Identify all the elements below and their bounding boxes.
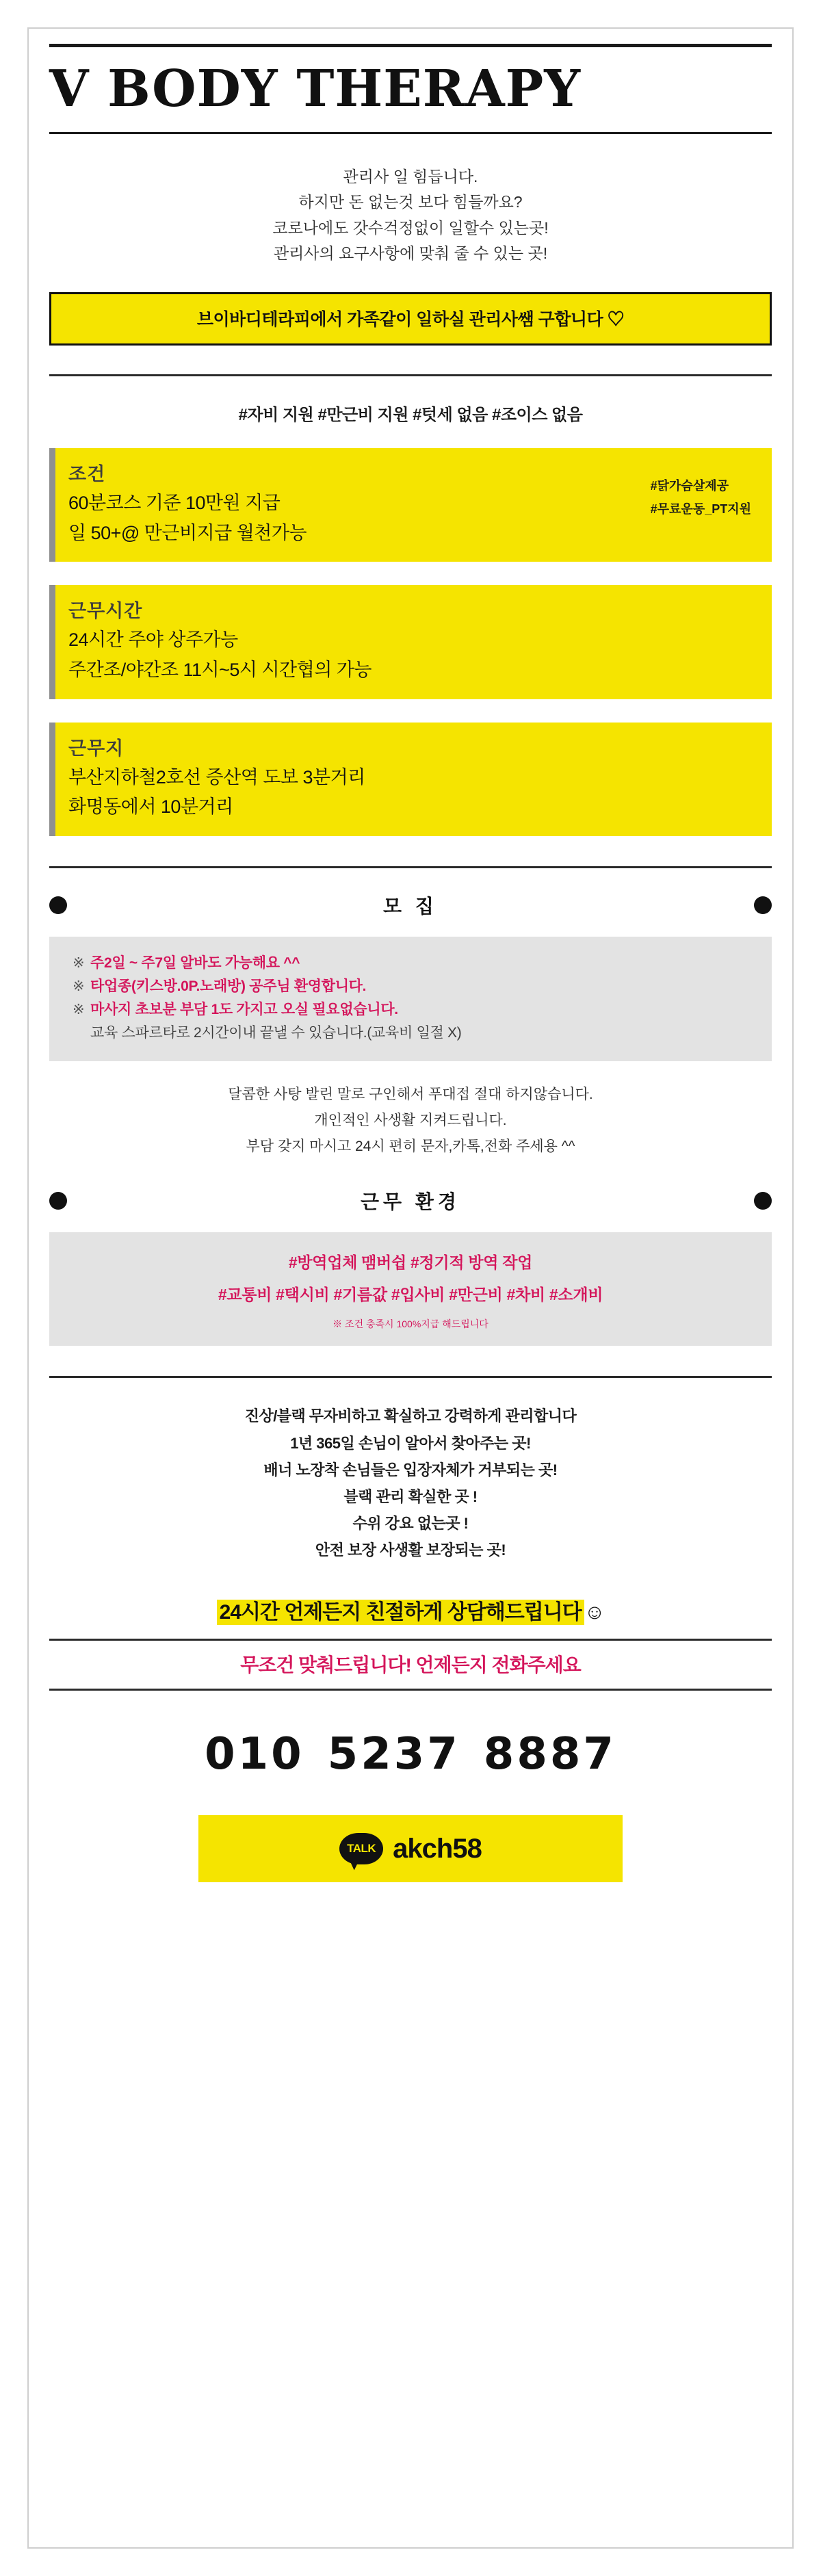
section-work-hours-title: 근무시간 <box>68 601 143 622</box>
section-conditions-tags <box>651 474 751 521</box>
recruit-bullet-3 <box>73 998 748 1022</box>
divider-1 <box>49 374 772 376</box>
closing-line-6: 안전 보장 사생활 보장되는 곳! <box>315 1541 506 1559</box>
section-location-title: 근무지 <box>68 738 125 759</box>
kakaotalk-contact-bar[interactable] <box>198 1815 623 1882</box>
section-conditions <box>49 448 772 562</box>
recruit-heading-row <box>49 892 772 919</box>
section-work-hours-line-1: 24시간 주야 상주가능 <box>68 629 238 651</box>
promise-line: 무조건 맞춰드립니다! 언제든지 전화주세요 <box>49 1639 772 1691</box>
closing-line-1: 진상/블랙 무자비하고 확실하고 강력하게 관리합니다 <box>244 1407 577 1425</box>
bullet-dot-icon <box>49 896 67 914</box>
bullet-dot-icon <box>49 1192 67 1210</box>
recruit-bullet-3-sub-text: 교육 스파르타로 2시간이내 끝낼 수 있습니다.(교육비 일절 X) <box>90 1024 462 1041</box>
section-location-line-2: 화명동에서 10분거리 <box>68 796 233 818</box>
recruit-bullet-1-text: 주2일 ~ 주7일 알바도 가능해요 ^^ <box>90 954 300 971</box>
section-conditions-title: 조건 <box>68 464 106 484</box>
phone-number[interactable] <box>49 1729 772 1780</box>
kakaotalk-icon <box>339 1833 383 1864</box>
section-accent-bar <box>49 723 55 836</box>
recruit-bullet-2 <box>73 975 748 998</box>
section-conditions-line-1: 60분코스 기준 10만원 지급 <box>68 493 281 513</box>
intro-block <box>49 164 772 266</box>
recruit-paragraph-line-1: 달콤한 사탕 발린 말로 구인해서 푸대접 절대 하지않습니다. <box>228 1086 593 1102</box>
section-accent-bar <box>49 585 55 699</box>
header-bottom-rule <box>49 132 772 134</box>
recruit-bullet-3-sub <box>90 1022 748 1045</box>
section-location-line-1: 부산지하철2호선 증산역 도보 3분거리 <box>68 766 365 788</box>
recruit-paragraph <box>49 1082 772 1160</box>
closing-line-4: 블랙 관리 확실한 곳 ! <box>343 1487 478 1505</box>
bullet-mark-icon: ※ <box>73 978 85 994</box>
phone-part-1: 010 <box>205 1729 304 1780</box>
environment-line-1: #방역업체 맴버쉽 #정기적 방역 작업 <box>288 1253 533 1272</box>
poster-content <box>49 44 772 1882</box>
title-rest: BODY THERAPY <box>89 60 582 118</box>
kakaotalk-badge-label: TALK <box>347 1842 376 1856</box>
hashtag-line: #자비 지원 #만근비 지원 #텃세 없음 #조이스 없음 <box>238 406 583 424</box>
recruit-heading: 모 집 <box>383 895 438 917</box>
section-location <box>49 723 772 836</box>
bullet-mark-icon: ※ <box>73 1001 85 1017</box>
environment-note: ※ 조건 충족시 100%지급 해드립니다 <box>333 1318 488 1330</box>
bullet-dot-icon <box>754 896 772 914</box>
intro-line-2: 하지만 돈 없는것 보다 힘들까요? <box>298 193 523 211</box>
recruit-bullet-1 <box>73 952 748 975</box>
environment-line-2: #교통비 #택시비 #기름값 #입사비 #만근비 #차비 #소개비 <box>218 1286 603 1304</box>
recruit-bullet-2-text: 타업종(키스방.0P.노래방) 공주님 환영합니다. <box>90 978 367 994</box>
closing-line-3: 배너 노장착 손님들은 입장자체가 거부되는 곳! <box>263 1461 558 1479</box>
intro-line-1: 관리사 일 힘듭니다. <box>343 168 478 185</box>
environment-heading: 근무 환경 <box>361 1191 460 1213</box>
intro-line-4: 관리사의 요구사항에 맞춰 줄 수 있는 곳! <box>273 244 548 262</box>
phone-part-3: 8887 <box>483 1729 616 1780</box>
divider-2 <box>49 866 772 868</box>
section-work-hours <box>49 585 772 699</box>
divider-3 <box>49 1376 772 1378</box>
kakaotalk-id: akch58 <box>393 1833 482 1864</box>
recruit-bullet-3-text: 마사지 초보분 부담 1도 가지고 오실 필요없습니다. <box>90 1001 398 1017</box>
poster-title-block <box>49 47 772 132</box>
page-title <box>49 60 772 118</box>
section-conditions-line-2: 일 50+@ 만근비지급 월천가능 <box>68 522 307 543</box>
recruit-paragraph-line-3: 부담 갖지 마시고 24시 편히 문자,카톡,전화 주세용 ^^ <box>246 1139 575 1155</box>
consult-text: 24시간 언제든지 친절하게 상담해드립니다 <box>217 1600 584 1625</box>
section-conditions-tag-1: #닭가슴살제공 <box>650 479 729 493</box>
bullet-mark-icon: ※ <box>73 954 85 971</box>
section-accent-bar <box>49 448 55 562</box>
title-highlight-letter: V <box>49 60 90 118</box>
section-work-hours-line-2: 주간조/야간조 11시~5시 시간협의 가능 <box>68 659 372 680</box>
closing-line-5: 수위 강요 없는곳 ! <box>352 1515 469 1533</box>
recruit-details-box <box>49 937 772 1061</box>
smiley-icon: ☺ <box>584 1601 605 1624</box>
environment-heading-row <box>49 1187 772 1214</box>
highlight-banner: 브이바디테라피에서 가족같이 일하실 관리사쌤 구합니다 ♡ <box>49 292 772 346</box>
intro-line-3: 코로나에도 갓수걱정없이 일할수 있는곳! <box>272 218 549 237</box>
closing-line-2: 1년 365일 손님이 알아서 찾아주는 곳! <box>290 1434 531 1452</box>
section-conditions-tag-2: #무료운동_PT지원 <box>650 502 751 517</box>
consult-line <box>49 1595 772 1625</box>
bullet-dot-icon <box>754 1192 772 1210</box>
phone-part-2: 5237 <box>327 1729 460 1780</box>
recruit-paragraph-line-2: 개인적인 사생활 지켜드립니다. <box>314 1113 507 1129</box>
environment-box <box>49 1232 772 1346</box>
closing-block <box>49 1403 772 1563</box>
